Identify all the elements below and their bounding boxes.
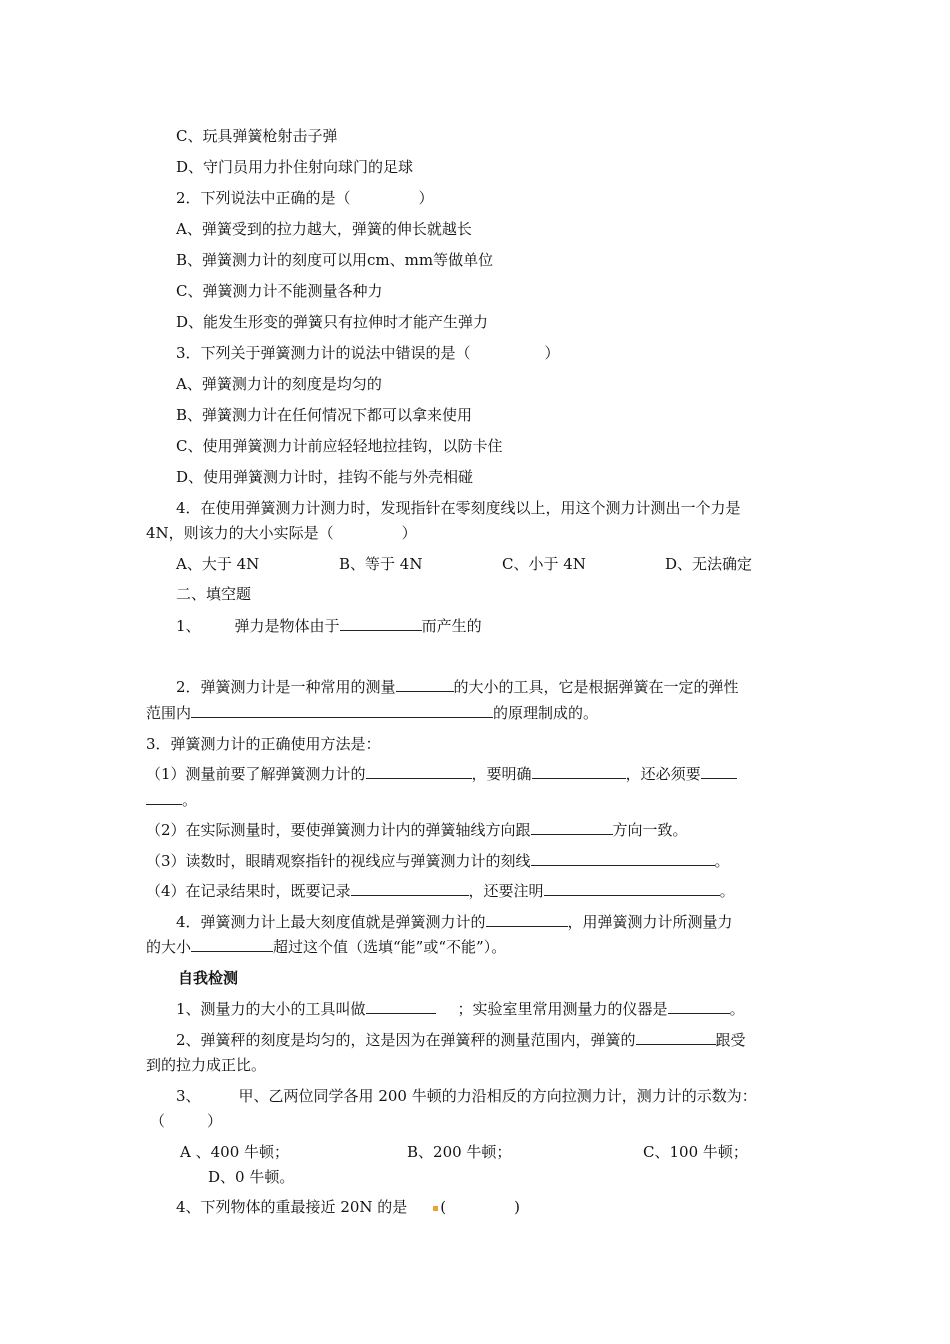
answer-blank[interactable] [396, 677, 454, 692]
fill-question-3-item1-cont: 。 [146, 790, 197, 810]
answer-blank[interactable] [146, 790, 182, 805]
self-check-question-3: 3、 甲、乙两位同学各用 200 牛顿的力沿相反的方向拉测力计，测力计的示数为： [176, 1087, 757, 1105]
answer-blank[interactable] [486, 912, 568, 927]
question-4-line2: 4N，则该力的大小实际是（ ） [146, 524, 417, 542]
question-3: 3．下列关于弹簧测力计的说法中错误的是（ ） [176, 344, 560, 362]
self-check-question-3-paren: （ ） [150, 1112, 223, 1130]
fill-question-3-item1: （1）测量前要了解弹簧测力计的 ，要明确 ，还必须要 [146, 764, 737, 784]
s3-option-d: D、0 牛顿。 [208, 1168, 295, 1186]
answer-blank[interactable] [366, 999, 436, 1014]
fill-question-4-line1: 4．弹簧测力计上最大刻度值就是弹簧测力计的 ，用弹簧测力计所测量力 [176, 913, 733, 931]
fill-question-2-line1: 2．弹簧测力计是一种常用的测量 的大小的工具，它是根据弹簧在一定的弹性 [176, 678, 739, 696]
answer-blank[interactable] [544, 881, 720, 896]
answer-blank[interactable] [366, 764, 472, 779]
q3-option-a: A、弹簧测力计的刻度是均匀的 [176, 375, 382, 393]
answer-blank[interactable] [340, 616, 422, 631]
answer-blank[interactable] [636, 1030, 716, 1045]
fill-question-2-line2: 范围内 的原理制成的。 [146, 704, 599, 722]
s3-option-a: A 、400 牛顿； [180, 1143, 289, 1161]
answer-blank[interactable] [701, 764, 737, 779]
q4-option-c: C、小于 4N [502, 555, 586, 573]
q2-option-c: C、弹簧测力计不能测量各种力 [176, 282, 383, 300]
section-fill-in-title: 二、填空题 [176, 585, 252, 603]
self-check-question-4: 4、下列物体的重最接近 20N 的是 ( ) [176, 1198, 521, 1216]
q4-option-b: B、等于 4N [339, 555, 423, 573]
fill-question-3-item2: （2）在实际测量时，要使弹簧测力计内的弹簧轴线方向跟 方向一致。 [146, 821, 688, 839]
answer-blank[interactable] [531, 820, 613, 835]
answer-blank[interactable] [531, 851, 715, 866]
answer-blank[interactable] [191, 703, 493, 718]
fill-question-3-item3: （3）读数时，眼睛观察指针的视线应与弹簧测力计的刻线 。 [146, 852, 730, 870]
q3-option-c: C、使用弹簧测力计前应轻轻地拉挂钩，以防卡住 [176, 437, 503, 455]
self-check-question-2-line1: 2、弹簧秤的刻度是均匀的，这是因为在弹簧秤的测量范围内，弹簧的 跟受 [176, 1031, 746, 1049]
question-4-line1: 4．在使用弹簧测力计测力时，发现指针在零刻度线以上，用这个测力计测出一个力是 [176, 499, 741, 517]
fill-question-3: 3．弹簧测力计的正确使用方法是： [146, 735, 381, 753]
q4-option-a: A、大于 4N [176, 555, 260, 573]
q3-option-d: D、使用弹簧测力计时，挂钩不能与外壳相碰 [176, 468, 474, 486]
fill-question-1: 1、 弹力是物体由于 而产生的 [176, 617, 482, 635]
q3-option-b: B、弹簧测力计在任何情况下都可以拿来使用 [176, 406, 473, 424]
q2-option-d: D、能发生形变的弹簧只有拉伸时才能产生弹力 [176, 313, 489, 331]
self-check-question-2-line2: 到的拉力成正比。 [146, 1056, 267, 1074]
self-check-heading: 自我检测 [178, 969, 239, 987]
fill-question-4-line2: 的大小 超过这个值（选填“能”或“不能”）。 [146, 938, 507, 956]
q2-option-b: B、弹簧测力计的刻度可以用cm、mm等做单位 [176, 251, 494, 269]
s3-option-b: B、200 牛顿； [407, 1143, 512, 1161]
option-d-goalkeeper: D、守门员用力扑住射向球门的足球 [176, 158, 414, 176]
option-c-toy-gun: C、玩具弹簧枪射击子弹 [176, 127, 338, 145]
answer-blank[interactable] [532, 764, 626, 779]
q2-option-a: A、弹簧受到的拉力越大，弹簧的伸长就越长 [176, 220, 472, 238]
question-2: 2．下列说法中正确的是（ ） [176, 189, 434, 207]
s3-option-c: C、100 牛顿； [643, 1143, 748, 1161]
anchor-marker-icon [433, 1206, 438, 1211]
q4-option-d: D、无法确定 [665, 555, 753, 573]
fill-question-3-item4: （4）在记录结果时，既要记录 ，还要注明 。 [146, 882, 735, 900]
answer-blank[interactable] [351, 881, 469, 896]
answer-blank[interactable] [668, 999, 730, 1014]
self-check-question-1: 1、测量力的大小的工具叫做 ；实验室里常用测量力的仪器是 。 [176, 1000, 745, 1018]
answer-blank[interactable] [191, 937, 273, 952]
